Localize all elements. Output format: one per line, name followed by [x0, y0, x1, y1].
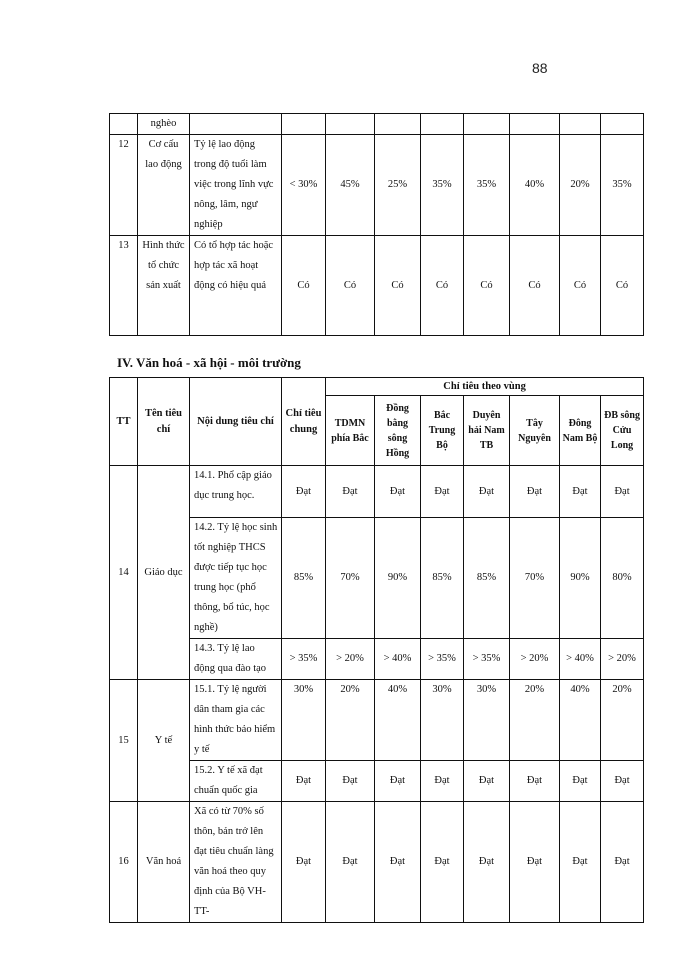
region-value: 70% [326, 518, 375, 639]
region-value: 90% [560, 518, 601, 639]
region-value: Đạt [510, 802, 560, 923]
region-value: 40% [510, 135, 560, 236]
table-row [110, 135, 644, 236]
region-value: > 40% [560, 639, 601, 680]
region-value: Đạt [421, 466, 464, 518]
header-region: Tây Nguyên [510, 396, 560, 466]
table-row [110, 466, 644, 518]
region-value: Đạt [375, 802, 421, 923]
section-title: IV. Văn hoá - xã hội - môi trường [117, 355, 301, 370]
region-value: > 35% [421, 639, 464, 680]
region-value: Đạt [326, 761, 375, 802]
region-value: 40% [375, 680, 421, 761]
tt-cell: 14 [110, 466, 138, 680]
region-value: > 20% [601, 639, 644, 680]
criterion-content: 15.2. Y tế xã đạt chuẩn quốc gia [190, 761, 282, 802]
region-value: 30% [421, 680, 464, 761]
region-value: Có [421, 236, 464, 336]
region-value: > 20% [326, 639, 375, 680]
region-value: > 20% [510, 639, 560, 680]
criterion-name: Giáo dục [138, 466, 190, 680]
region-value: 70% [510, 518, 560, 639]
criterion-name: Y tế [138, 680, 190, 802]
criteria-table-bottom [109, 377, 644, 923]
region-value: Đạt [601, 466, 644, 518]
region-value: Có [375, 236, 421, 336]
region-value: 85% [421, 518, 464, 639]
region-value: Đạt [464, 802, 510, 923]
region-value: Đạt [326, 802, 375, 923]
criterion-name: Cơ cấu lao động [138, 135, 190, 236]
region-value: Đạt [421, 761, 464, 802]
header-region: TDMN phía Bắc [326, 396, 375, 466]
table-row [110, 114, 644, 135]
general-target: Có [282, 236, 326, 336]
criterion-content: 14.1. Phổ cập giáo dục trung học. [190, 466, 282, 518]
header-content: Nội dung tiêu chí [190, 378, 282, 466]
general-target: < 30% [282, 135, 326, 236]
header-regional-group: Chỉ tiêu theo vùng [326, 378, 644, 396]
region-value: Đạt [421, 802, 464, 923]
criterion-content: Có tổ hợp tác hoặc hợp tác xã hoạt động có hiệu quả [190, 236, 282, 336]
header-region: ĐB sông Cửu Long [601, 396, 644, 466]
region-value: 35% [464, 135, 510, 236]
tt-cell: 13 [110, 236, 138, 336]
table-row [110, 802, 644, 923]
region-value: Đạt [510, 466, 560, 518]
criterion-content: 15.1. Tỷ lệ người dân tham gia các hình thức bảo hiểm y tế [190, 680, 282, 761]
region-value: Có [464, 236, 510, 336]
region-value: 20% [326, 680, 375, 761]
general-target: 30% [282, 680, 326, 761]
table-row [110, 236, 644, 336]
table-row [110, 680, 644, 761]
region-value: > 40% [375, 639, 421, 680]
header-region: Đông Nam Bộ [560, 396, 601, 466]
region-value: 85% [464, 518, 510, 639]
general-target: 85% [282, 518, 326, 639]
criterion-name: Văn hoá [138, 802, 190, 923]
region-value: Đạt [375, 466, 421, 518]
region-value: Đạt [601, 761, 644, 802]
criterion-content: 14.2. Tỷ lệ học sinh tốt nghiệp THCS được tiếp tục học trung học (phổ thông, bổ túc, học nghề) [190, 518, 282, 639]
region-value: Đạt [464, 466, 510, 518]
header-name: Tên tiêu chí [138, 378, 190, 466]
table-row [110, 518, 644, 639]
criterion-content: 14.3. Tỷ lệ lao động qua đào tạo [190, 639, 282, 680]
tt-cell: 16 [110, 802, 138, 923]
region-value: Đạt [464, 761, 510, 802]
region-value: Đạt [375, 761, 421, 802]
table-row [110, 761, 644, 802]
header-tt: TT [110, 378, 138, 466]
tt-cell: 12 [110, 135, 138, 236]
region-value: 45% [326, 135, 375, 236]
criterion-name: nghèo [138, 114, 190, 135]
region-value: Có [326, 236, 375, 336]
region-value: 40% [560, 680, 601, 761]
criterion-content: Xã có từ 70% số thôn, bản trở lên đạt tiêu chuẩn làng văn hoá theo quy định của Bộ VH-TT- [190, 802, 282, 923]
region-value: 80% [601, 518, 644, 639]
region-value: Có [560, 236, 601, 336]
general-target: Đạt [282, 466, 326, 518]
region-value: Đạt [560, 761, 601, 802]
tt-cell [110, 114, 138, 135]
region-value: 20% [510, 680, 560, 761]
region-value: Có [601, 236, 644, 336]
header-region: Duyên hải Nam TB [464, 396, 510, 466]
criterion-name: Hình thức tổ chức sản xuất [138, 236, 190, 336]
table-row [110, 639, 644, 680]
general-target: Đạt [282, 761, 326, 802]
region-value: 20% [560, 135, 601, 236]
region-value: 30% [464, 680, 510, 761]
region-value: 35% [421, 135, 464, 236]
region-value: 35% [601, 135, 644, 236]
criterion-content: Tỷ lệ lao động trong độ tuổi làm việc trong lĩnh vực nông, lâm, ngư nghiệp [190, 135, 282, 236]
region-value: Đạt [510, 761, 560, 802]
region-value: 90% [375, 518, 421, 639]
header-region: Đồng bằng sông Hồng [375, 396, 421, 466]
region-value: Đạt [560, 466, 601, 518]
region-value: Đạt [601, 802, 644, 923]
region-value: > 35% [464, 639, 510, 680]
header-region: Bắc Trung Bộ [421, 396, 464, 466]
region-value: Đạt [560, 802, 601, 923]
region-value: Đạt [326, 466, 375, 518]
region-value: Có [510, 236, 560, 336]
criteria-table-top [109, 113, 644, 336]
header-general: Chỉ tiêu chung [282, 378, 326, 466]
region-value: 20% [601, 680, 644, 761]
general-target: Đạt [282, 802, 326, 923]
tt-cell: 15 [110, 680, 138, 802]
general-target: > 35% [282, 639, 326, 680]
region-value: 25% [375, 135, 421, 236]
page-number: 88 [532, 60, 548, 76]
